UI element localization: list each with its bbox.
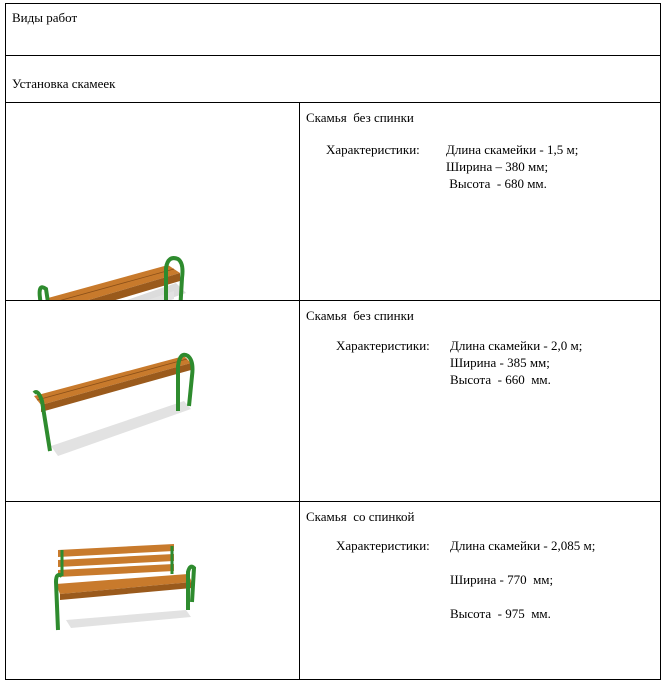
works-table bbox=[5, 3, 661, 680]
bench-row bbox=[6, 300, 660, 501]
bench-info-cell bbox=[300, 301, 660, 501]
bench-name: Скамья без спинки bbox=[306, 308, 414, 323]
bench-name: Скамья без спинки bbox=[306, 110, 414, 125]
bench-width: Ширина - 770 мм; bbox=[450, 572, 554, 587]
bench-row bbox=[6, 102, 660, 300]
bench-length: Длина скамейки - 2,0 м; bbox=[450, 338, 583, 353]
characteristics-label: Характеристики: bbox=[336, 338, 430, 353]
bench-right-leg bbox=[188, 567, 194, 610]
characteristics-label: Характеристики: bbox=[336, 538, 430, 553]
bench-width: Ширина - 385 мм; bbox=[450, 355, 550, 370]
bench-shadow bbox=[51, 401, 191, 456]
bench-row bbox=[6, 501, 660, 680]
section-row bbox=[6, 55, 660, 102]
characteristics-label: Характеристики: bbox=[326, 142, 420, 157]
bench-with-backrest-image bbox=[6, 502, 300, 681]
bench-length: Длина скамейки - 2,085 м; bbox=[450, 538, 596, 553]
bench-plank-line bbox=[37, 359, 187, 400]
works-header: Виды работ bbox=[12, 10, 78, 25]
bench-without-backrest-image bbox=[6, 103, 300, 301]
bench-name: Скамья со спинкой bbox=[306, 509, 415, 524]
bench-shadow bbox=[66, 610, 191, 628]
bench-height: Высота - 975 мм. bbox=[450, 606, 551, 621]
bench-width: Ширина – 380 мм; bbox=[446, 159, 549, 174]
bench-without-backrest-image bbox=[6, 301, 300, 502]
bench-info-cell bbox=[300, 502, 660, 680]
bench-seat-edge bbox=[41, 363, 191, 412]
section-title: Установка скамеек bbox=[12, 76, 116, 91]
bench-image-cell bbox=[6, 103, 300, 300]
bench-height: Высота - 680 мм. bbox=[446, 176, 547, 191]
bench-height: Высота - 660 мм. bbox=[450, 372, 551, 387]
bench-info-cell bbox=[300, 103, 660, 300]
bench-image-cell bbox=[6, 502, 300, 680]
header-row bbox=[6, 4, 660, 55]
bench-seat bbox=[34, 356, 191, 405]
bench-left-leg bbox=[56, 575, 62, 630]
bench-length: Длина скамейки - 1,5 м; bbox=[446, 142, 579, 157]
bench-image-cell bbox=[6, 301, 300, 501]
